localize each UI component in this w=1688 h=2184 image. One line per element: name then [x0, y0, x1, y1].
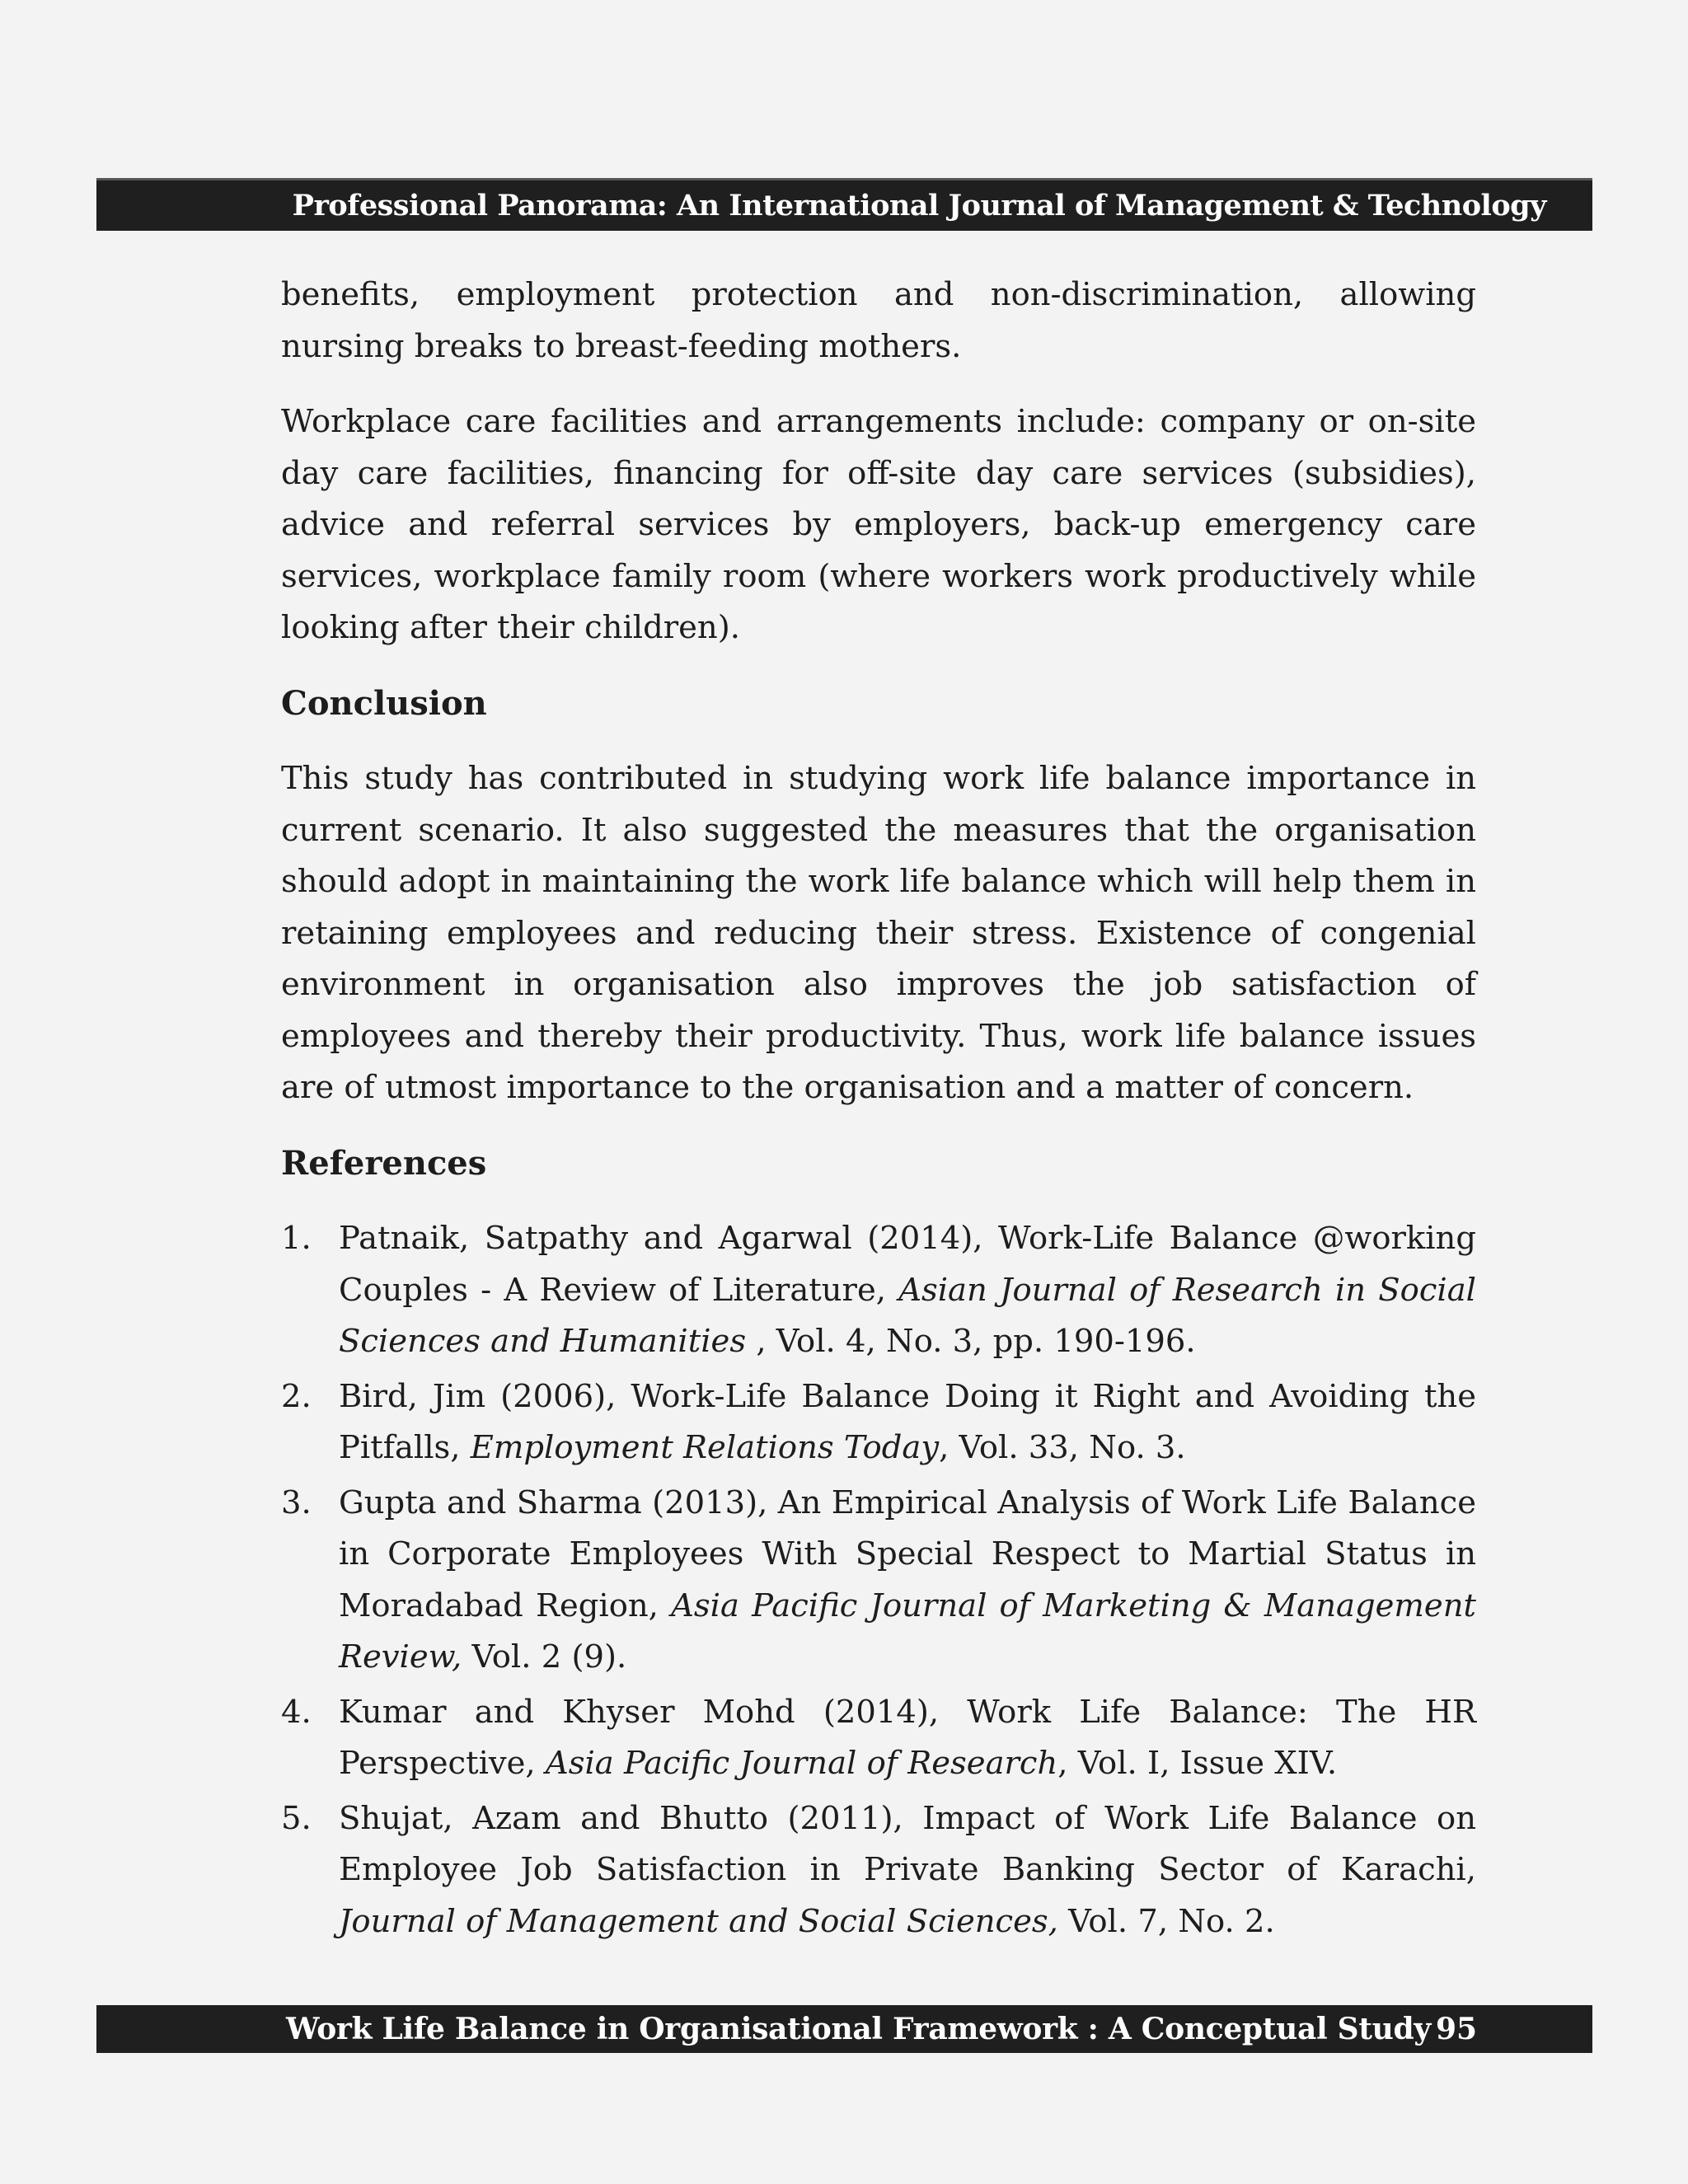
- paragraph-benefits: benefits, employment protection and non-discrimination, allowing nursing breaks to breast-feeding mothers.: [281, 276, 1476, 365]
- page-content: [281, 269, 1476, 1951]
- reference-details: , Vol. 4, No. 3, pp. 190-196.: [746, 1323, 1196, 1360]
- reference-journal: Asia Pacific Journal of Marketing & Management Review,: [339, 1586, 1476, 1675]
- conclusion-paragraph: This study has contributed in studying work life balance importance in current scenario. It also suggested the measures that the organisation should adopt in maintaining the work life balance which will help them in retaining employees and reducing their stress. Existence of congenial environment in organisation also improves the job satisfaction of employees and thereby their productivity. Thus, work life balance issues are of utmost importance to the organisation and a matter of concern.: [281, 760, 1476, 1106]
- references-list: [281, 1213, 1476, 1947]
- reference-journal: Asian Journal of Research in Social Sciences and Humanities: [339, 1271, 1476, 1360]
- reference-number: 3.: [281, 1483, 312, 1521]
- reference-item: [281, 1687, 1476, 1790]
- reference-details: , Vol. 33, No. 3.: [939, 1429, 1186, 1466]
- reference-journal: Journal of Management and Social Sciences,: [339, 1902, 1058, 1940]
- journal-header-bar: [96, 178, 1592, 231]
- journal-title: Professional Panorama: An International Journal of Management & Technology: [292, 189, 1546, 223]
- reference-number: 5.: [281, 1799, 312, 1837]
- reference-number: 2.: [281, 1377, 312, 1415]
- article-title: Work Life Balance in Organisational Framework : A Conceptual Study: [286, 2012, 1432, 2046]
- reference-item: [281, 1371, 1476, 1474]
- reference-text: Patnaik, Satpathy and Agarwal (2014), Work-Life Balance @working Couples - A Review of Literature,: [339, 1220, 1476, 1309]
- reference-text: Shujat, Azam and Bhutto (2011), Impact of Work Life Balance on Employee Job Satisfaction in Private Banking Sector of Karachi,: [339, 1799, 1476, 1888]
- reference-details: Vol. 2 (9).: [462, 1638, 627, 1675]
- reference-details: , Vol. I, Issue XIV.: [1057, 1745, 1338, 1782]
- reference-text: Kumar and Khyser Mohd (2014), Work Life Balance: The HR Perspective,: [339, 1693, 1476, 1782]
- conclusion-heading: Conclusion: [281, 683, 487, 723]
- reference-number: 1.: [281, 1220, 312, 1257]
- page-number: 95: [1436, 2012, 1478, 2046]
- reference-item: [281, 1793, 1476, 1948]
- reference-text: Gupta and Sharma (2013), An Empirical Analysis of Work Life Balance in Corporate Employees With Special Respect to Martial Status in Moradabad Region,: [339, 1483, 1476, 1624]
- reference-item: [281, 1478, 1476, 1684]
- reference-journal: Asia Pacific Journal of Research: [545, 1745, 1058, 1782]
- reference-number: 4.: [281, 1693, 312, 1731]
- reference-item: [281, 1213, 1476, 1368]
- reference-text: Bird, Jim (2006), Work-Life Balance Doing it Right and Avoiding the Pitfalls,: [339, 1377, 1476, 1466]
- reference-details: Vol. 7, No. 2.: [1057, 1902, 1275, 1940]
- paragraph-workplace-care: Workplace care facilities and arrangements include: company or on-site day care facilities, financing for off-site day care services (subsidies), advice and referral services by employers, back-up emergency care services, workplace family room (where workers work productively while looking after their children).: [281, 403, 1476, 646]
- article-footer-bar: [96, 2005, 1592, 2053]
- reference-journal: Employment Relations Today: [470, 1429, 940, 1466]
- references-heading: References: [281, 1143, 487, 1183]
